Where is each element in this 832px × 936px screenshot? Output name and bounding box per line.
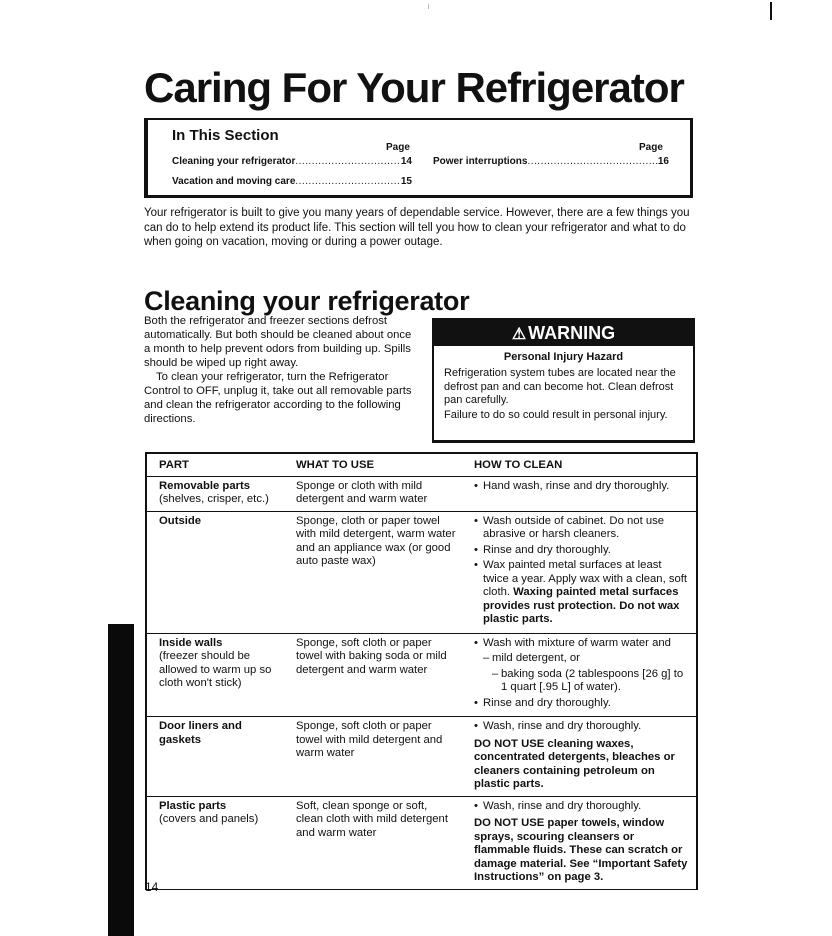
warning-box xyxy=(432,318,695,443)
toc-entry-page: 14 xyxy=(400,156,412,167)
how-to-clean-cell xyxy=(462,511,697,633)
toc-entry-vacation[interactable] xyxy=(172,176,412,187)
how-step: • Rinse and dry thoroughly. xyxy=(474,544,690,558)
cleaning-table xyxy=(145,452,698,890)
how-step-text: Wax painted metal surfaces at least twice a year. Apply wax with a clean, soft cloth. xyxy=(483,559,688,598)
in-this-section-title: In This Section xyxy=(172,127,279,144)
warning-triangle-icon: ⚠ xyxy=(511,326,527,343)
warning-text-2: Failure to do so could result in personal injury. xyxy=(444,409,668,421)
column-header-how-to-clean: HOW TO CLEAN xyxy=(474,459,563,471)
margin-mark xyxy=(770,2,772,20)
how-substep: – baking soda (2 tablespoons [26 g] to 1 quart [.95 L] of water). xyxy=(474,668,690,695)
toc-leader-dots xyxy=(527,156,657,167)
toc-leader-dots xyxy=(295,176,401,187)
how-step: • Wash with mixture of warm water and xyxy=(474,637,690,651)
how-step: • Wash, rinse and dry thoroughly. xyxy=(474,720,690,734)
how-step-wax xyxy=(474,559,690,627)
part-note: (shelves, crisper, etc.) xyxy=(159,493,269,505)
toc-entry-label: Cleaning your refrigerator xyxy=(172,156,296,167)
what-to-use-cell: Sponge, soft cloth or paper towel with baking soda or mild detergent and warm water xyxy=(296,636,447,676)
table-row-door-liners xyxy=(146,717,697,797)
toc-entry-power[interactable] xyxy=(433,156,669,167)
column-header-part: PART xyxy=(159,459,189,471)
warning-banner xyxy=(434,320,693,346)
toc-entry-page: 15 xyxy=(400,176,412,187)
part-name: Inside walls xyxy=(159,636,223,649)
how-substep: – mild detergent, or xyxy=(474,652,690,666)
how-to-clean-cell xyxy=(462,796,697,889)
cleaning-instructions xyxy=(144,314,412,426)
what-to-use-cell: Sponge or cloth with mild detergent and warm water xyxy=(296,479,428,505)
toc-entry-label: Vacation and moving care xyxy=(172,176,296,187)
toc-entry-label: Power interruptions xyxy=(433,156,528,167)
how-step: • Rinse and dry thoroughly. xyxy=(474,697,690,711)
what-to-use-cell: Sponge, soft cloth or paper towel with mild detergent and warm water xyxy=(296,720,443,759)
part-cell xyxy=(146,796,284,889)
table-row-outside xyxy=(146,511,697,633)
part-cell xyxy=(146,511,284,633)
part-cell xyxy=(146,633,284,717)
how-to-clean-cell xyxy=(462,717,697,797)
how-step-bold: Waxing painted metal surfaces provides rust protection. Do not wax plastic parts. xyxy=(483,586,680,625)
how-to-clean-cell xyxy=(462,633,697,717)
how-to-clean-cell xyxy=(462,476,697,511)
page-column-header-left: Page xyxy=(386,142,410,153)
how-step: • Wash, rinse and dry thoroughly. xyxy=(474,800,690,814)
how-step: • Hand wash, rinse and dry thoroughly. xyxy=(474,480,690,494)
toc-entry-cleaning[interactable] xyxy=(172,156,412,167)
caution-text: DO NOT USE paper towels, window sprays, scouring cleansers or flammable fluids. These can scratch or damage material. See “Important Safety Instructions” on page 3. xyxy=(474,817,688,883)
warning-text-1: Refrigeration system tubes are located near the defrost pan and can become hot. Clean defrost pan carefully. xyxy=(444,367,676,406)
toc-entry-page: 16 xyxy=(657,156,669,167)
part-name: Door liners and gaskets xyxy=(159,720,242,746)
how-step: • Wash outside of cabinet. Do not use abrasive or harsh cleaners. xyxy=(474,515,690,542)
scan-speck xyxy=(428,4,429,9)
section-heading: Cleaning your refrigerator xyxy=(144,286,470,316)
page-title: Caring For Your Refrigerator xyxy=(144,64,684,111)
part-name: Plastic parts xyxy=(159,799,227,812)
page-column-header-right: Page xyxy=(639,142,663,153)
table-row-inside-walls xyxy=(146,633,697,717)
hazard-title: Personal Injury Hazard xyxy=(503,351,624,363)
body-paragraph-2: To clean your refrigerator, turn the Refrigerator Control to OFF, unplug it, take out all removable parts and clean the refrigerator according to the following directions. xyxy=(144,371,412,425)
part-name: Outside xyxy=(159,514,202,527)
part-note: (freezer should be allowed to warm up so cloth won't stick) xyxy=(159,650,272,689)
what-to-use-cell: Sponge, cloth or paper towel with mild detergent, warm water and an appliance wax (or good auto paste wax) xyxy=(296,514,456,567)
part-note: (covers and panels) xyxy=(159,813,259,825)
what-to-use-cell: Soft, clean sponge or soft, clean cloth with mild detergent and warm water xyxy=(296,799,448,839)
part-cell xyxy=(146,717,284,797)
table-row-plastic-parts xyxy=(146,796,697,889)
body-paragraph-1: Both the refrigerator and freezer sections defrost automatically. But both should be cleaned about once a month to help prevent odors from building up. Spills should be wiped up right away. xyxy=(144,315,412,369)
page-number: 14 xyxy=(145,880,159,894)
intro-paragraph: Your refrigerator is built to give you many years of dependable service. However, there are a few things you can do to help extend its product life. This section will tell you how to clean your refrigerator and what to do when going on vacation, moving or during a power outage. xyxy=(144,207,690,248)
in-this-section-box xyxy=(144,118,693,198)
column-header-what-to-use: WHAT TO USE xyxy=(296,459,375,471)
warning-label: WARNING xyxy=(528,323,616,343)
table-header-row xyxy=(146,453,697,476)
part-name: Removable parts xyxy=(159,479,251,492)
part-cell xyxy=(146,476,284,511)
table-row-removable-parts xyxy=(146,476,697,511)
edge-tab xyxy=(108,624,134,936)
toc-leader-dots xyxy=(295,156,401,167)
caution-text: DO NOT USE cleaning waxes, concentrated detergents, bleaches or cleaners containing petroleum on plastic parts. xyxy=(474,737,675,790)
